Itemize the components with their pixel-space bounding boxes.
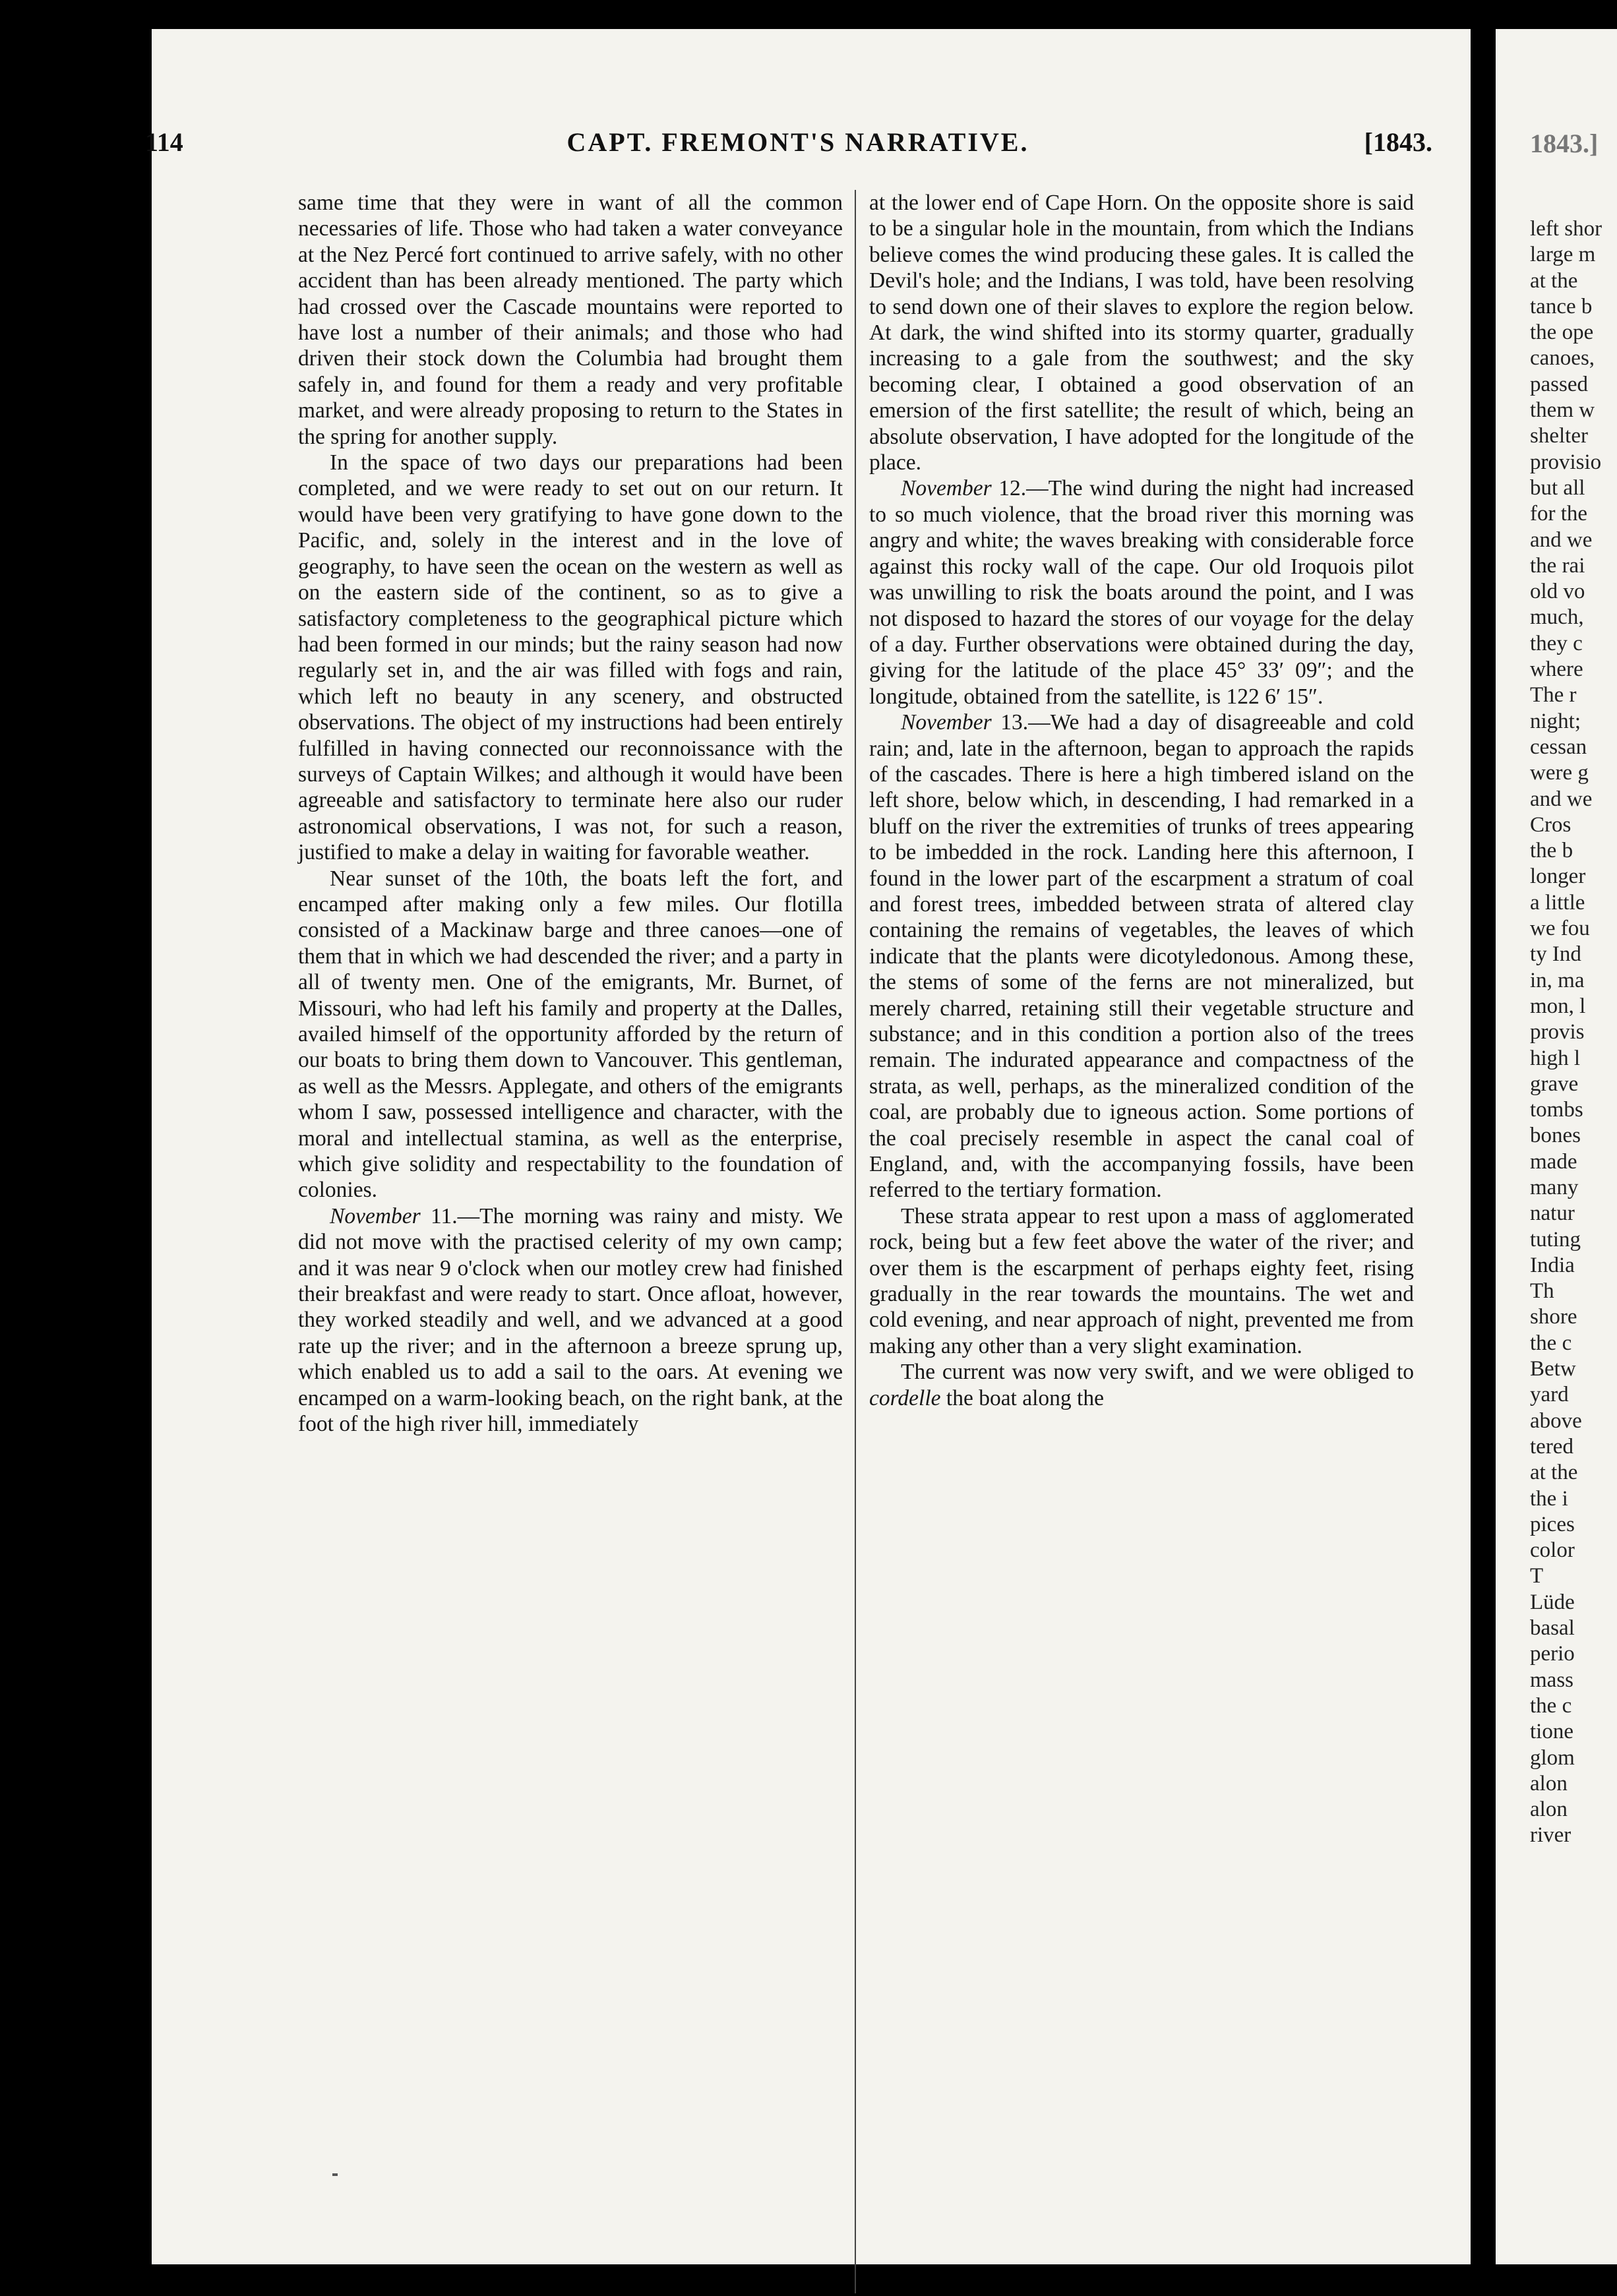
entry-date: November [901,710,992,735]
paragraph-text: 12.—The wind during the night had increased to so much violence, that the broad river this morning was angry and white; the waves breaking with considerable force against this rocky wall of the cape. Our old Iroquois pilot was unwilling to risk the boats around the point, and I was not disposed to hazard the stores of our voyage for the delay of a day. Further observations were obtained during the day, giving for the latitude of the place 45° 33′ 09″; and the longitude, obtained from the satellite, is 122 6′ 15″. [869,476,1414,709]
paragraph-text: same time that they were in want of all the common necessaries of life. Those who had taken a water conveyance at the Nez Percé fort continued to arrive safely, with no other accident than has been already mentioned. The party which had crossed over the Cascade mountains were reported to have lost a number of their animals; and those who had driven their stock down the Columbia had brought them safely in, and found for them a ready and very profitable market, and were already proposing to return to the States in the spring for another supply. [298,191,843,449]
right-page-edge [1496,29,1617,2264]
fragment-line: tione [1530,1720,1573,1744]
fragment-line: the i [1530,1486,1568,1511]
fragment-line: perio [1530,1642,1575,1666]
paragraph-text: In the space of two days our preparations had been completed, and we were ready to set out on our return. It would have been very gratifying to have gone down to the Pacific, and, solely in the interest and in the love of geography, to have seen the ocean on the western as well as on the eastern side of the continent, so as to give a satisfactory completeness to the geographical picture which had been formed in our minds; but the rainy season had now regularly set in, and the air was filled with fogs and rain, which left no beauty in any scenery, and obstructed observations. The object of my instructions had been entirely fulfilled in having connected our reconnoissance with the surveys of Captain Wilkes; and although it would have been agreeable and satisfactory to terminate here also our ruder astronomical observations, I was not, for such a reason, justified to make a delay in waiting for favorable weather. [298,450,843,865]
fragment-line: they c [1530,631,1583,655]
fragment-line: Lüde [1530,1590,1575,1614]
fragment-line: them w [1530,398,1595,423]
fragment-line: the c [1530,1331,1572,1355]
fragment-line: alon [1530,1798,1568,1822]
fragment-line: old vo [1530,580,1585,604]
paragraph-text: 13.—We had a day of disagreeable and cold rain; and, late in the afternoon, began to approach the rapids of the cascades. There is here a high timbered island on the left shore, below which, in descending, I had remarked in a bluff on the river the extremities of trunks of trees appearing to be imbedded in the rock. Landing here this afternoon, I found in the lower part of the escarpment a stratum of coal and forest trees, imbedded between strata of altered clay containing the remains of vegetables, the leaves of which indicate that the plants were dicotyledonous. Among these, the stems of some of the ferns are not mineralized, but merely charred, retaining still their vegetable structure and substance; and in this condition a portion also of the trees remain. The indurated appearance and compactness of the strata, as well, perhaps, as the mineralized condition of the coal, are probably due to igneous action. Some portions of the coal precisely resemble in aspect the canal coal of England, and, with the accompanying fossils, have been referred to the tertiary formation. [869,710,1414,1203]
fragment-line: at the [1530,268,1578,293]
fragment-line: tance b [1530,294,1593,318]
fragment-line: provis [1530,1020,1585,1044]
page-year: [1843. [1364,127,1432,157]
fragment-line: large m [1530,243,1596,267]
fragment-line: ty Ind [1530,942,1581,967]
fragment-line: cessan [1530,735,1587,759]
fragment-line: canoes, [1530,346,1595,371]
fragment-line: the b [1530,839,1573,863]
entry-date: November [901,476,992,501]
paragraph [869,1359,1414,1411]
fragment-line: passed [1530,372,1588,396]
fragment-line: the rai [1530,553,1585,578]
fragment-line: and we [1530,787,1593,811]
fragment-line: India [1530,1253,1575,1277]
right-column [869,190,1414,1411]
running-head [145,127,1451,160]
fragment-line: night; [1530,709,1581,733]
fragment-line: T [1530,1564,1544,1588]
fragment-line: where [1530,657,1583,682]
left-column [298,190,843,1437]
page-number: 114 [145,127,183,157]
paragraph [869,710,1414,1203]
fragment-line: alon [1530,1771,1568,1796]
fragment-line: basal [1530,1616,1575,1641]
paragraph-text: These strata appear to rest upon a mass of agglomerated rock, being but a few feet above the water of the river; and over them is the escarpment of perhaps eighty feet, rising gradually in the rear towards the mountains. The wet and cold evening, and near approach of night, prevented me from making any other than a very slight examination. [869,1203,1414,1358]
fragment-line: many [1530,1175,1579,1199]
paragraph-text: 11.—The morning was rainy and misty. We did not move with the practised celerity of my own camp; and it was near 9 o'clock when our motley crew had finished their breakfast and were ready to start. Once afloat, however, they worked steadily and well, and we advanced at a good rate up the river; and in the afternoon a breeze sprung up, which enabled us to add a sail to the oars. At evening we encamped on a warm-looking beach, on the right bank, at the foot of the high river hill, immediately [298,1203,843,1437]
fragment-line: we fou [1530,917,1590,941]
fragment-line: tombs [1530,1098,1583,1122]
fragment-line: much, [1530,605,1584,630]
fragment-line: river [1530,1823,1571,1848]
fragment-line: provisio [1530,450,1602,474]
fragment-line: Betw [1530,1357,1576,1381]
fragment-line: at the [1530,1461,1578,1485]
fragment-line: a little [1530,890,1585,915]
fragment-line: made [1530,1149,1577,1174]
paragraph-text: the boat along the [940,1385,1104,1410]
fragment-line: pices [1530,1512,1575,1536]
page-title: CAPT. FREMONT'S NARRATIVE. [566,127,1029,157]
fragment-line: mon, l [1530,994,1586,1018]
paragraph-text: at the lower end of Cape Horn. On the opposite shore is said to be a singular hole in the mountain, from which the Indians believe comes the wind producing these gales. It is called the Devil's hole; and the Indians, I was told, have been resolving to send down one of their slaves to explore the region below. At dark, the wind shifted into its stormy quarter, gradually increasing to a gale from the southwest; and the sky becoming clear, I obtained a good observation of an emersion of the first satellite; the result of which, being an absolute observation, I have adopted for the longitude of the place. [869,191,1414,475]
paragraph [298,866,843,1203]
fragment-line: tered [1530,1434,1573,1459]
fragment-line: for the [1530,502,1588,526]
entry-date: November [330,1203,421,1228]
italic-term: cordelle [869,1385,941,1410]
paragraph [298,450,843,866]
fragment-line: The r [1530,683,1577,708]
paragraph [298,1203,843,1437]
fragment-line: glom [1530,1745,1575,1770]
fragment-line: Cros [1530,812,1571,837]
fragment-line: tuting [1530,1227,1581,1252]
next-page-header: 1843.] [1530,129,1599,158]
fragment-line: bones [1530,1124,1581,1148]
paragraph [298,190,843,450]
paragraph [869,475,1414,710]
fragment-line: natur [1530,1201,1575,1226]
fragment-line: above [1530,1408,1582,1433]
fragment-line: shore [1530,1305,1577,1329]
fragment-line: grave [1530,1072,1579,1096]
ink-speck [332,2173,338,2176]
fragment-line: Th [1530,1279,1554,1304]
fragment-line: the ope [1530,320,1594,345]
paragraph-text: Near sunset of the 10th, the boats left the fort, and encamped after making only a few miles. Our flotilla consisted of a Mackinaw barge and three canoes—one of them that in which we had descended the river; and a party in all of twenty men. One of the emigrants, Mr. Burnet, of Missouri, who had left his family and property at the Dalles, availed himself of the opportunity afforded by the return of our boats to bring them down to Vancouver. This gentleman, as well as the Messrs. Applegate, and others of the emigrants whom I saw, possessed intelligence and character, with the moral and intellectual stamina, as well as the enterprise, which give solidity and respectability to the foundation of colonies. [298,866,843,1203]
fragment-line: but all [1530,475,1585,500]
next-page-fragments [1530,216,1602,1849]
paragraph [869,1203,1414,1359]
fragment-line: yard [1530,1383,1569,1407]
fragment-line: the c [1530,1693,1572,1718]
fragment-line: and we [1530,528,1593,552]
fragment-line: left shor [1530,217,1602,241]
fragment-line: longer [1530,864,1586,889]
fragment-line: color [1530,1538,1575,1563]
paragraph [869,190,1414,475]
column-divider [855,190,856,2293]
paragraph-text: The current was now very swift, and we were obliged to [901,1360,1414,1385]
fragment-line: high l [1530,1046,1581,1070]
fragment-line: mass [1530,1668,1573,1692]
fragment-line: were g [1530,761,1589,785]
fragment-line: in, ma [1530,968,1585,992]
fragment-line: shelter [1530,424,1588,448]
